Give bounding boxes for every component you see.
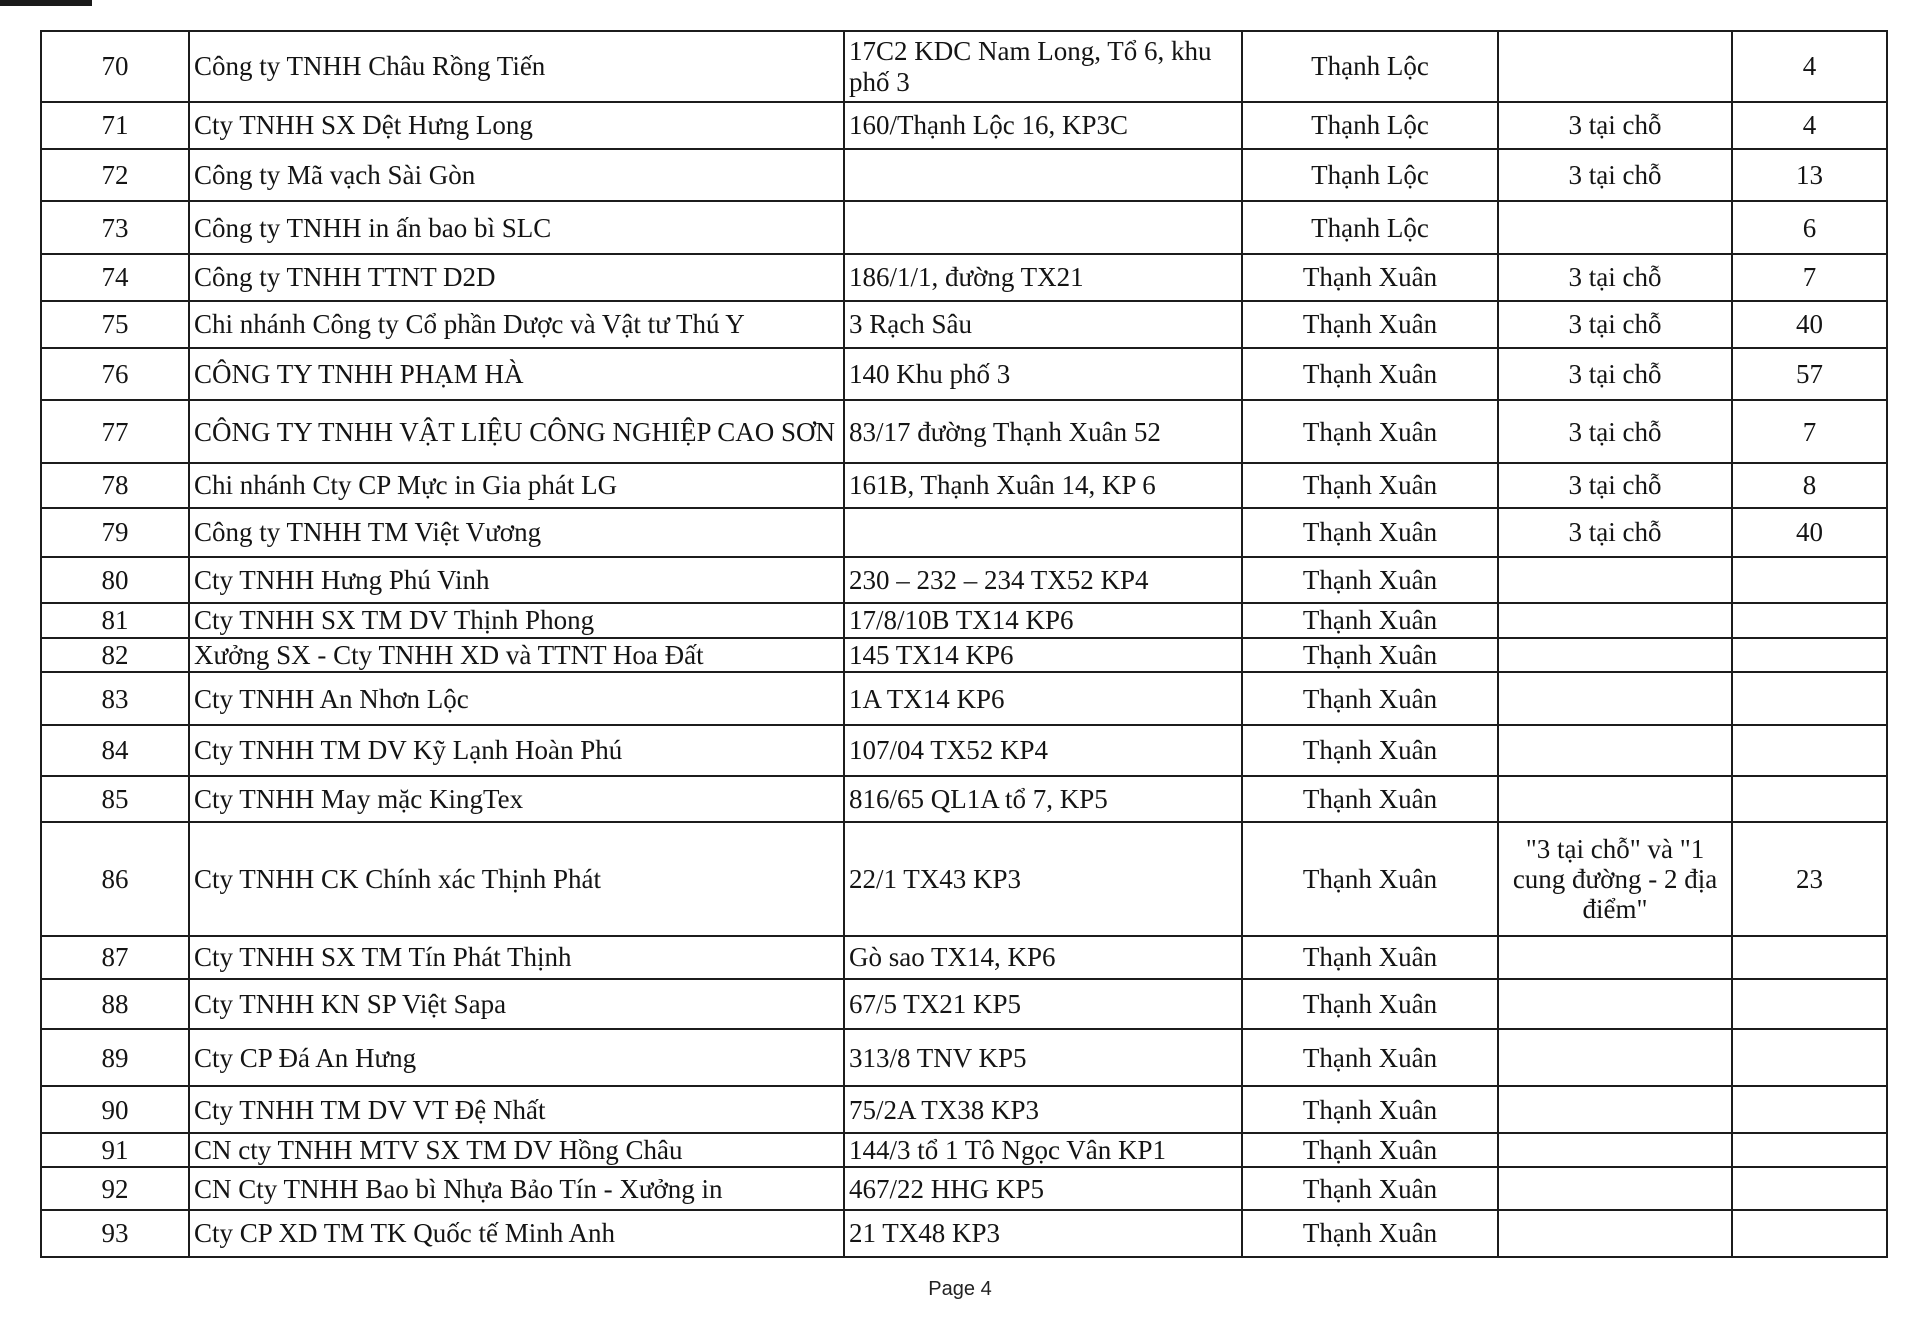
company-name-cell: Cty TNHH TM DV VT Đệ Nhất bbox=[189, 1086, 844, 1133]
worker-count-cell: 6 bbox=[1732, 201, 1887, 254]
ward-cell: Thạnh Xuân bbox=[1242, 1210, 1498, 1257]
worker-count-cell bbox=[1732, 1133, 1887, 1168]
company-name-cell: Công ty TNHH TTNT D2D bbox=[189, 254, 844, 301]
address-cell bbox=[844, 508, 1242, 557]
ward-cell: Thạnh Xuân bbox=[1242, 638, 1498, 673]
ward-cell: Thạnh Xuân bbox=[1242, 301, 1498, 348]
ward-cell: Thạnh Xuân bbox=[1242, 672, 1498, 725]
table-row bbox=[41, 672, 1887, 725]
model-cell: 3 tại chỗ bbox=[1498, 254, 1732, 301]
address-cell: 107/04 TX52 KP4 bbox=[844, 725, 1242, 776]
company-name-cell: Cty TNHH An Nhơn Lộc bbox=[189, 672, 844, 725]
company-name-cell: Cty TNHH KN SP Việt Sapa bbox=[189, 979, 844, 1030]
worker-count-cell bbox=[1732, 725, 1887, 776]
model-cell: 3 tại chỗ bbox=[1498, 348, 1732, 401]
model-cell bbox=[1498, 936, 1732, 979]
model-cell bbox=[1498, 557, 1732, 604]
ward-cell: Thạnh Xuân bbox=[1242, 936, 1498, 979]
row-number: 91 bbox=[41, 1133, 189, 1168]
ward-cell: Thạnh Xuân bbox=[1242, 776, 1498, 823]
ward-cell: Thạnh Lộc bbox=[1242, 102, 1498, 149]
row-number: 85 bbox=[41, 776, 189, 823]
model-cell bbox=[1498, 776, 1732, 823]
address-cell bbox=[844, 201, 1242, 254]
address-cell: 144/3 tổ 1 Tô Ngọc Vân KP1 bbox=[844, 1133, 1242, 1168]
worker-count-cell bbox=[1732, 1210, 1887, 1257]
row-number: 87 bbox=[41, 936, 189, 979]
model-cell bbox=[1498, 672, 1732, 725]
address-cell: 467/22 HHG KP5 bbox=[844, 1167, 1242, 1210]
enterprise-list-table bbox=[40, 30, 1888, 1258]
model-cell bbox=[1498, 603, 1732, 638]
ward-cell: Thạnh Xuân bbox=[1242, 508, 1498, 557]
address-cell: Gò sao TX14, KP6 bbox=[844, 936, 1242, 979]
company-name-cell: Xưởng SX - Cty TNHH XD và TTNT Hoa Đất bbox=[189, 638, 844, 673]
company-name-cell: Cty TNHH SX TM Tín Phát Thịnh bbox=[189, 936, 844, 979]
table-row bbox=[41, 1210, 1887, 1257]
address-cell: 21 TX48 KP3 bbox=[844, 1210, 1242, 1257]
table-row bbox=[41, 1167, 1887, 1210]
table-row bbox=[41, 822, 1887, 936]
table-row bbox=[41, 102, 1887, 149]
model-cell: "3 tại chỗ" và "1 cung đường - 2 địa điểm" bbox=[1498, 822, 1732, 936]
model-cell bbox=[1498, 31, 1732, 102]
row-number: 93 bbox=[41, 1210, 189, 1257]
worker-count-cell bbox=[1732, 936, 1887, 979]
address-cell: 140 Khu phố 3 bbox=[844, 348, 1242, 401]
row-number: 73 bbox=[41, 201, 189, 254]
row-number: 83 bbox=[41, 672, 189, 725]
model-cell bbox=[1498, 725, 1732, 776]
row-number: 86 bbox=[41, 822, 189, 936]
table-row bbox=[41, 348, 1887, 401]
address-cell: 22/1 TX43 KP3 bbox=[844, 822, 1242, 936]
worker-count-cell bbox=[1732, 1167, 1887, 1210]
company-name-cell: Công ty TNHH in ấn bao bì SLC bbox=[189, 201, 844, 254]
page-number: Page 4 bbox=[928, 1278, 992, 1300]
ward-cell: Thạnh Xuân bbox=[1242, 725, 1498, 776]
worker-count-cell: 8 bbox=[1732, 463, 1887, 508]
row-number: 88 bbox=[41, 979, 189, 1030]
worker-count-cell: 23 bbox=[1732, 822, 1887, 936]
company-name-cell: Cty CP Đá An Hưng bbox=[189, 1029, 844, 1086]
worker-count-cell bbox=[1732, 979, 1887, 1030]
company-name-cell: Công ty TNHH Châu Rồng Tiến bbox=[189, 31, 844, 102]
model-cell: 3 tại chỗ bbox=[1498, 102, 1732, 149]
row-number: 78 bbox=[41, 463, 189, 508]
worker-count-cell: 4 bbox=[1732, 31, 1887, 102]
worker-count-cell: 40 bbox=[1732, 508, 1887, 557]
table-row bbox=[41, 1133, 1887, 1168]
ward-cell: Thạnh Xuân bbox=[1242, 822, 1498, 936]
scan-edge-mark bbox=[0, 0, 92, 6]
ward-cell: Thạnh Xuân bbox=[1242, 254, 1498, 301]
ward-cell: Thạnh Xuân bbox=[1242, 1086, 1498, 1133]
ward-cell: Thạnh Xuân bbox=[1242, 979, 1498, 1030]
table-row bbox=[41, 463, 1887, 508]
row-number: 80 bbox=[41, 557, 189, 604]
company-name-cell: Cty TNHH May mặc KingTex bbox=[189, 776, 844, 823]
company-name-cell: Cty TNHH Hưng Phú Vinh bbox=[189, 557, 844, 604]
row-number: 71 bbox=[41, 102, 189, 149]
table-row bbox=[41, 301, 1887, 348]
company-name-cell: CÔNG TY TNHH VẬT LIỆU CÔNG NGHIỆP CAO SƠN bbox=[189, 400, 844, 463]
address-cell: 75/2A TX38 KP3 bbox=[844, 1086, 1242, 1133]
ward-cell: Thạnh Lộc bbox=[1242, 149, 1498, 202]
table-row bbox=[41, 31, 1887, 102]
worker-count-cell bbox=[1732, 1086, 1887, 1133]
row-number: 79 bbox=[41, 508, 189, 557]
model-cell: 3 tại chỗ bbox=[1498, 301, 1732, 348]
company-name-cell: Công ty Mã vạch Sài Gòn bbox=[189, 149, 844, 202]
table-row bbox=[41, 603, 1887, 638]
model-cell: 3 tại chỗ bbox=[1498, 149, 1732, 202]
model-cell bbox=[1498, 1210, 1732, 1257]
worker-count-cell: 13 bbox=[1732, 149, 1887, 202]
worker-count-cell bbox=[1732, 557, 1887, 604]
table-body bbox=[41, 31, 1887, 1257]
worker-count-cell: 40 bbox=[1732, 301, 1887, 348]
model-cell: 3 tại chỗ bbox=[1498, 508, 1732, 557]
table-row bbox=[41, 508, 1887, 557]
model-cell bbox=[1498, 201, 1732, 254]
enterprise-list-table-region bbox=[40, 30, 1886, 1258]
row-number: 74 bbox=[41, 254, 189, 301]
worker-count-cell bbox=[1732, 603, 1887, 638]
ward-cell: Thạnh Lộc bbox=[1242, 31, 1498, 102]
table-row bbox=[41, 201, 1887, 254]
ward-cell: Thạnh Xuân bbox=[1242, 463, 1498, 508]
ward-cell: Thạnh Lộc bbox=[1242, 201, 1498, 254]
company-name-cell: Chi nhánh Cty CP Mực in Gia phát LG bbox=[189, 463, 844, 508]
table-row bbox=[41, 1086, 1887, 1133]
table-row bbox=[41, 979, 1887, 1030]
address-cell: 67/5 TX21 KP5 bbox=[844, 979, 1242, 1030]
address-cell: 1A TX14 KP6 bbox=[844, 672, 1242, 725]
row-number: 84 bbox=[41, 725, 189, 776]
address-cell: 3 Rạch Sâu bbox=[844, 301, 1242, 348]
row-number: 82 bbox=[41, 638, 189, 673]
ward-cell: Thạnh Xuân bbox=[1242, 1167, 1498, 1210]
row-number: 92 bbox=[41, 1167, 189, 1210]
address-cell: 160/Thạnh Lộc 16, KP3C bbox=[844, 102, 1242, 149]
ward-cell: Thạnh Xuân bbox=[1242, 1133, 1498, 1168]
ward-cell: Thạnh Xuân bbox=[1242, 348, 1498, 401]
worker-count-cell: 7 bbox=[1732, 254, 1887, 301]
address-cell: 313/8 TNV KP5 bbox=[844, 1029, 1242, 1086]
row-number: 89 bbox=[41, 1029, 189, 1086]
ward-cell: Thạnh Xuân bbox=[1242, 400, 1498, 463]
ward-cell: Thạnh Xuân bbox=[1242, 603, 1498, 638]
table-row bbox=[41, 725, 1887, 776]
address-cell: 17/8/10B TX14 KP6 bbox=[844, 603, 1242, 638]
address-cell: 17C2 KDC Nam Long, Tổ 6, khu phố 3 bbox=[844, 31, 1242, 102]
model-cell bbox=[1498, 1167, 1732, 1210]
worker-count-cell bbox=[1732, 1029, 1887, 1086]
address-cell: 161B, Thạnh Xuân 14, KP 6 bbox=[844, 463, 1242, 508]
model-cell bbox=[1498, 638, 1732, 673]
company-name-cell: CN cty TNHH MTV SX TM DV Hồng Châu bbox=[189, 1133, 844, 1168]
worker-count-cell: 4 bbox=[1732, 102, 1887, 149]
address-cell: 816/65 QL1A tổ 7, KP5 bbox=[844, 776, 1242, 823]
worker-count-cell bbox=[1732, 776, 1887, 823]
table-row bbox=[41, 400, 1887, 463]
company-name-cell: Cty TNHH TM DV Kỹ Lạnh Hoàn Phú bbox=[189, 725, 844, 776]
address-cell: 230 – 232 – 234 TX52 KP4 bbox=[844, 557, 1242, 604]
company-name-cell: Chi nhánh Công ty Cổ phần Dược và Vật tư Thú Y bbox=[189, 301, 844, 348]
row-number: 90 bbox=[41, 1086, 189, 1133]
table-row bbox=[41, 1029, 1887, 1086]
company-name-cell: CÔNG TY TNHH PHẠM HÀ bbox=[189, 348, 844, 401]
company-name-cell: Cty TNHH CK Chính xác Thịnh Phát bbox=[189, 822, 844, 936]
row-number: 77 bbox=[41, 400, 189, 463]
worker-count-cell: 7 bbox=[1732, 400, 1887, 463]
company-name-cell: Cty CP XD TM TK Quốc tế Minh Anh bbox=[189, 1210, 844, 1257]
table-row bbox=[41, 254, 1887, 301]
ward-cell: Thạnh Xuân bbox=[1242, 1029, 1498, 1086]
table-row bbox=[41, 776, 1887, 823]
model-cell: 3 tại chỗ bbox=[1498, 400, 1732, 463]
model-cell bbox=[1498, 1133, 1732, 1168]
ward-cell: Thạnh Xuân bbox=[1242, 557, 1498, 604]
company-name-cell: CN Cty TNHH Bao bì Nhựa Bảo Tín - Xưởng in bbox=[189, 1167, 844, 1210]
row-number: 70 bbox=[41, 31, 189, 102]
model-cell bbox=[1498, 1029, 1732, 1086]
address-cell: 145 TX14 KP6 bbox=[844, 638, 1242, 673]
company-name-cell: Cty TNHH SX TM DV Thịnh Phong bbox=[189, 603, 844, 638]
row-number: 81 bbox=[41, 603, 189, 638]
table-row bbox=[41, 149, 1887, 202]
address-cell: 186/1/1, đường TX21 bbox=[844, 254, 1242, 301]
company-name-cell: Công ty TNHH TM Việt Vương bbox=[189, 508, 844, 557]
worker-count-cell bbox=[1732, 672, 1887, 725]
worker-count-cell: 57 bbox=[1732, 348, 1887, 401]
company-name-cell: Cty TNHH SX Dệt Hưng Long bbox=[189, 102, 844, 149]
row-number: 72 bbox=[41, 149, 189, 202]
table-row bbox=[41, 638, 1887, 673]
row-number: 75 bbox=[41, 301, 189, 348]
model-cell bbox=[1498, 1086, 1732, 1133]
worker-count-cell bbox=[1732, 638, 1887, 673]
row-number: 76 bbox=[41, 348, 189, 401]
address-cell bbox=[844, 149, 1242, 202]
model-cell bbox=[1498, 979, 1732, 1030]
table-row bbox=[41, 936, 1887, 979]
table-row bbox=[41, 557, 1887, 604]
address-cell: 83/17 đường Thạnh Xuân 52 bbox=[844, 400, 1242, 463]
model-cell: 3 tại chỗ bbox=[1498, 463, 1732, 508]
